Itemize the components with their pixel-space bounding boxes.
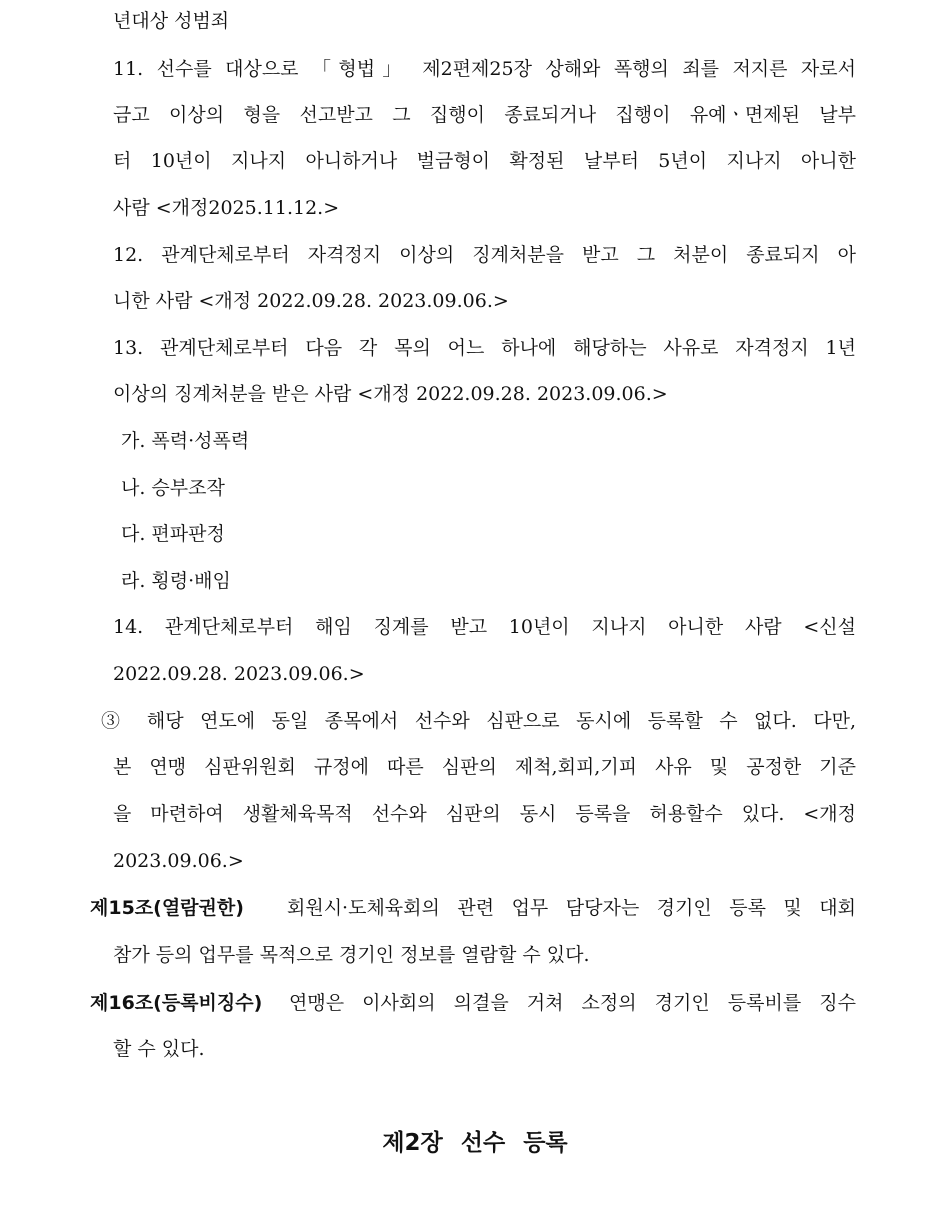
article-15-line-1: 회원시·도체육회의 관련 업무 담당자는 경기인 등록 및 대회	[287, 897, 856, 919]
clause-13-line-2: 이상의 징계처분을 받은 사람 <개정 2022.09.28. 2023.09.06.>	[113, 383, 668, 405]
paragraph-3-line-2: 본 연맹 심판위원회 규정에 따른 심판의 제척,회피,기피 사유 및 공정한 기준	[113, 756, 856, 778]
list-item: 나. 승부조작	[121, 477, 225, 499]
article-16-line-1: 연맹은 이사회의 의결을 거쳐 소정의 경기인 등록비를 징수	[289, 992, 856, 1014]
article-15-title: 제15조(열람권한)	[90, 897, 244, 919]
list-item: 라. 횡령·배임	[121, 570, 231, 592]
chapter-title: 제2장 선수 등록	[382, 1130, 568, 1156]
clause-14-line-1: 14. 관계단체로부터 해임 징계를 받고 10년이 지나지 아니한 사람 <신설	[113, 616, 856, 638]
clause-11-line-4: 사람 <개정2025.11.12.>	[113, 197, 340, 219]
clause-11-line-2: 금고 이상의 형을 선고받고 그 집행이 종료되거나 집행이 유예ㆍ면제된 날부	[113, 104, 856, 126]
article-16-line-2: 할 수 있다.	[113, 1038, 205, 1060]
text-line: 년대상 성범죄	[113, 10, 230, 32]
article-16-heading	[90, 990, 262, 1016]
clause-12-line-2: 니한 사람 <개정 2022.09.28. 2023.09.06.>	[113, 290, 509, 312]
article-15-heading	[90, 895, 244, 921]
clause-12-line-1: 12. 관계단체로부터 자격정지 이상의 징계처분을 받고 그 처분이 종료되지 아	[113, 244, 856, 266]
paragraph-3-line-4: 2023.09.06.>	[113, 850, 244, 872]
paragraph-3-line-1: ③ 해당 연도에 동일 종목에서 선수와 심판으로 동시에 등록할 수 없다. 다만,	[101, 710, 856, 732]
list-item: 가. 폭력·성폭력	[121, 430, 250, 452]
clause-11-line-3: 터 10년이 지나지 아니하거나 벌금형이 확정된 날부터 5년이 지나지 아니한	[113, 150, 856, 172]
clause-14-line-2: 2022.09.28. 2023.09.06.>	[113, 663, 365, 685]
list-item: 다. 편파판정	[121, 523, 225, 545]
clause-13-line-1: 13. 관계단체로부터 다음 각 목의 어느 하나에 해당하는 사유로 자격정지 1년	[113, 337, 856, 359]
article-16-title: 제16조(등록비징수)	[90, 992, 263, 1014]
paragraph-3-line-3: 을 마련하여 생활체육목적 선수와 심판의 동시 등록을 허용할수 있다. <개정	[113, 803, 856, 825]
clause-11-line-1: 11. 선수를 대상으로 「형법」 제2편제25장 상해와 폭행의 죄를 저지른 자로서	[113, 58, 856, 80]
article-15-line-2: 참가 등의 업무를 목적으로 경기인 정보를 열람할 수 있다.	[113, 944, 590, 966]
